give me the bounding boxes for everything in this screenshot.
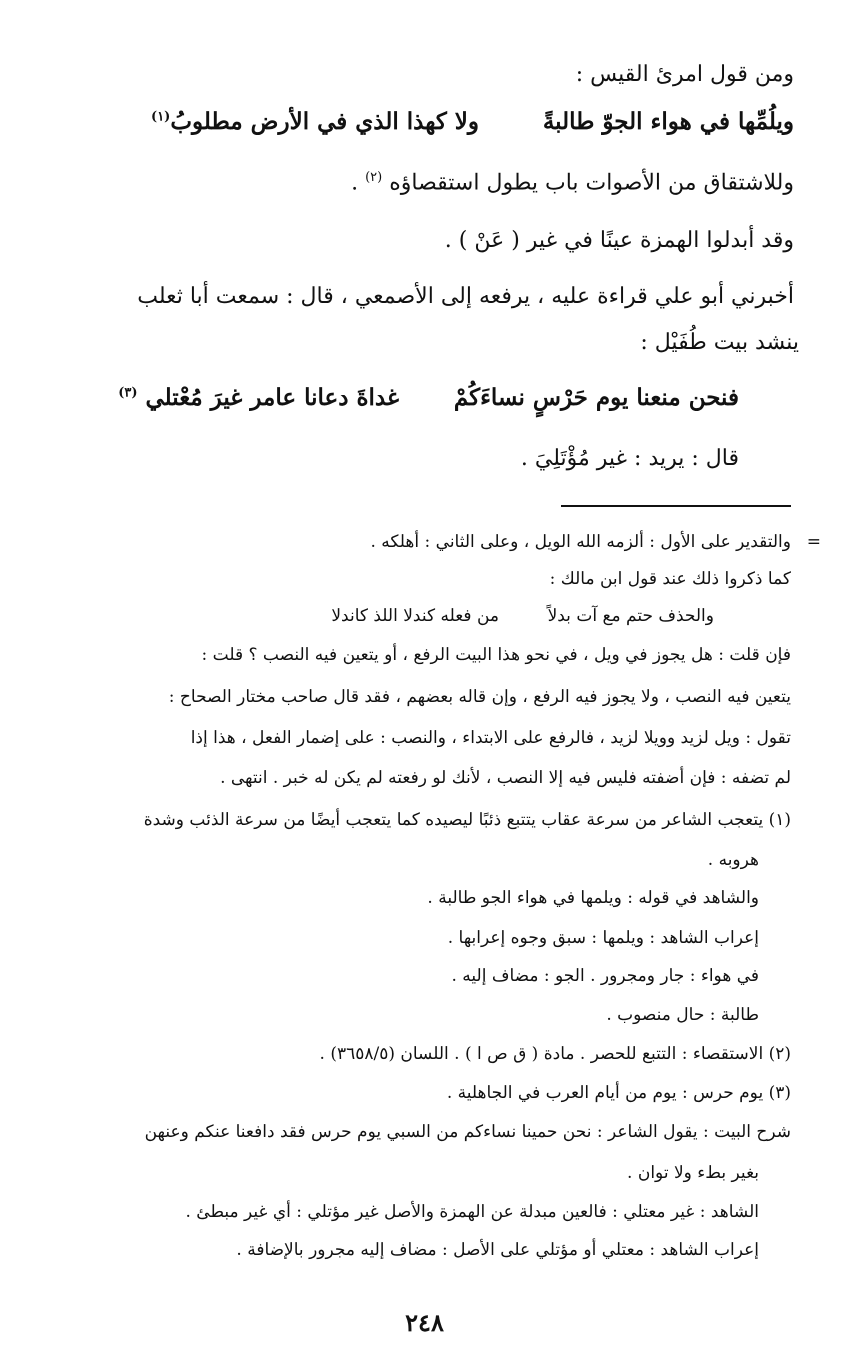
paragraph-hamza: وقد أبدلوا الهمزة عينًا في غير ( عَنْ ) . [444, 228, 794, 253]
footnote-ref-2: (٢) [365, 170, 383, 185]
footnote-line: (٢) الاستقصاء : التتبع للحصر . مادة ( ق ص ا ) . اللسان (٣٦٥٨/٥) . [319, 1044, 791, 1064]
footnote-verse-second-hemistich: من فعله كندلا اللذ كاندلا [331, 606, 499, 626]
footnote-line: إعراب الشاهد : ويلمها : سبق وجوه إعرابها . [447, 928, 759, 948]
footnote-line: فإن قلت : هل يجوز في ويل ، في نحو هذا البيت الرفع ، أو يتعين فيه النصب ؟ قلت : [201, 645, 791, 665]
footnote-line: (١) يتعجب الشاعر من سرعة عقاب يتتبع ذئبًا ليصيده كما يتعجب أيضًا من سرعة الذئب وشدة [143, 810, 791, 830]
footnote-line: إعراب الشاهد : معتلي أو مؤتلي على الأصل : مضاف إليه مجرور بالإضافة . [236, 1240, 759, 1260]
verse-1-second-hemistich: ولا كهذا الذي في الأرض مطلوبُ$^{(١)}$ [151, 108, 479, 135]
footnote-line: والشاهد في قوله : ويلمها في هواء الجو طالبة . [427, 888, 759, 908]
page-number: ٢٤٨ [405, 1308, 444, 1337]
footnote-line: لم تضفه : فإن أضفته فليس فيه إلا النصب ، لأنك لو رفعته لم يكن له خبر . انتهى . [220, 768, 791, 788]
continuation-marker: = [806, 532, 821, 552]
verse-2-first-hemistich: فنحن منعنا يوم حَرْسٍ نساءَكُمْ [453, 384, 739, 411]
verse-2-second-hemistich: غداةَ دعانا عامر غيرَ مُعْتلي $^{(٣)}$ [118, 384, 399, 411]
footnote-line: (٣) يوم حرس : يوم من أيام العرب في الجاهلية . [446, 1083, 791, 1103]
footnote-line: بغير بطء ولا توان . [627, 1163, 759, 1183]
footnote-separator [561, 505, 791, 507]
footnote-line: طالبة : حال منصوب . [606, 1005, 759, 1025]
verse-1-first-hemistich: ويلُمِّها في هواء الجوّ طالبةً [542, 108, 794, 135]
footnote-ref-3: (٣) [118, 385, 138, 401]
footnote-verse-first-hemistich: والحذف حتم مع آت بدلاً [547, 606, 714, 626]
verse-2 [40, 384, 794, 418]
footnote-line: في هواء : جار ومجرور . الجو : مضاف إليه . [451, 966, 759, 986]
paragraph-derivation: وللاشتقاق من الأصوات باب يطول استقصاؤه $^{(٢)}$ . [351, 170, 794, 196]
paragraph-qala: قال : يريد : غير مُؤْتَلِيَ . [520, 446, 739, 471]
footnote-verse [40, 606, 794, 630]
footnote-line: شرح البيت : يقول الشاعر : نحن حمينا نساءكم من السبي يوم حرس فقد دافعنا عنكم وعنهن [144, 1122, 791, 1142]
paragraph-tufayl: ينشد بيت طُفَيْل : [640, 330, 799, 355]
footnote-line: يتعين فيه النصب ، ولا يجوز فيه الرفع ، وإن قاله بعضهم ، فقد قال صاحب مختار الصحاح : [168, 687, 791, 707]
footnote-line: تقول : ويل لزيد وويلا لزيد ، فالرفع على الابتداء ، والنصب : على إضمار الفعل ، هذا إذا [190, 728, 791, 748]
footnote-line: الشاهد : غير معتلي : فالعين مبدلة عن الهمزة والأصل غير مؤتلي : أي غير مبطئ . [185, 1202, 759, 1222]
paragraph-narration: أخبرني أبو علي قراءة عليه ، يرفعه إلى الأصمعي ، قال : سمعت أبا ثعلب [137, 284, 794, 309]
footnote-line: كما ذكروا ذلك عند قول ابن مالك : [549, 569, 791, 589]
footnote-line: والتقدير على الأول : ألزمه الله الويل ، وعلى الثاني : أهلكه . [370, 532, 791, 552]
intro-line: ومن قول امرئ القيس : [575, 62, 794, 87]
verse-1 [40, 108, 794, 142]
footnote-line: هروبه . [707, 850, 759, 870]
footnote-ref-1: (١) [151, 109, 171, 125]
